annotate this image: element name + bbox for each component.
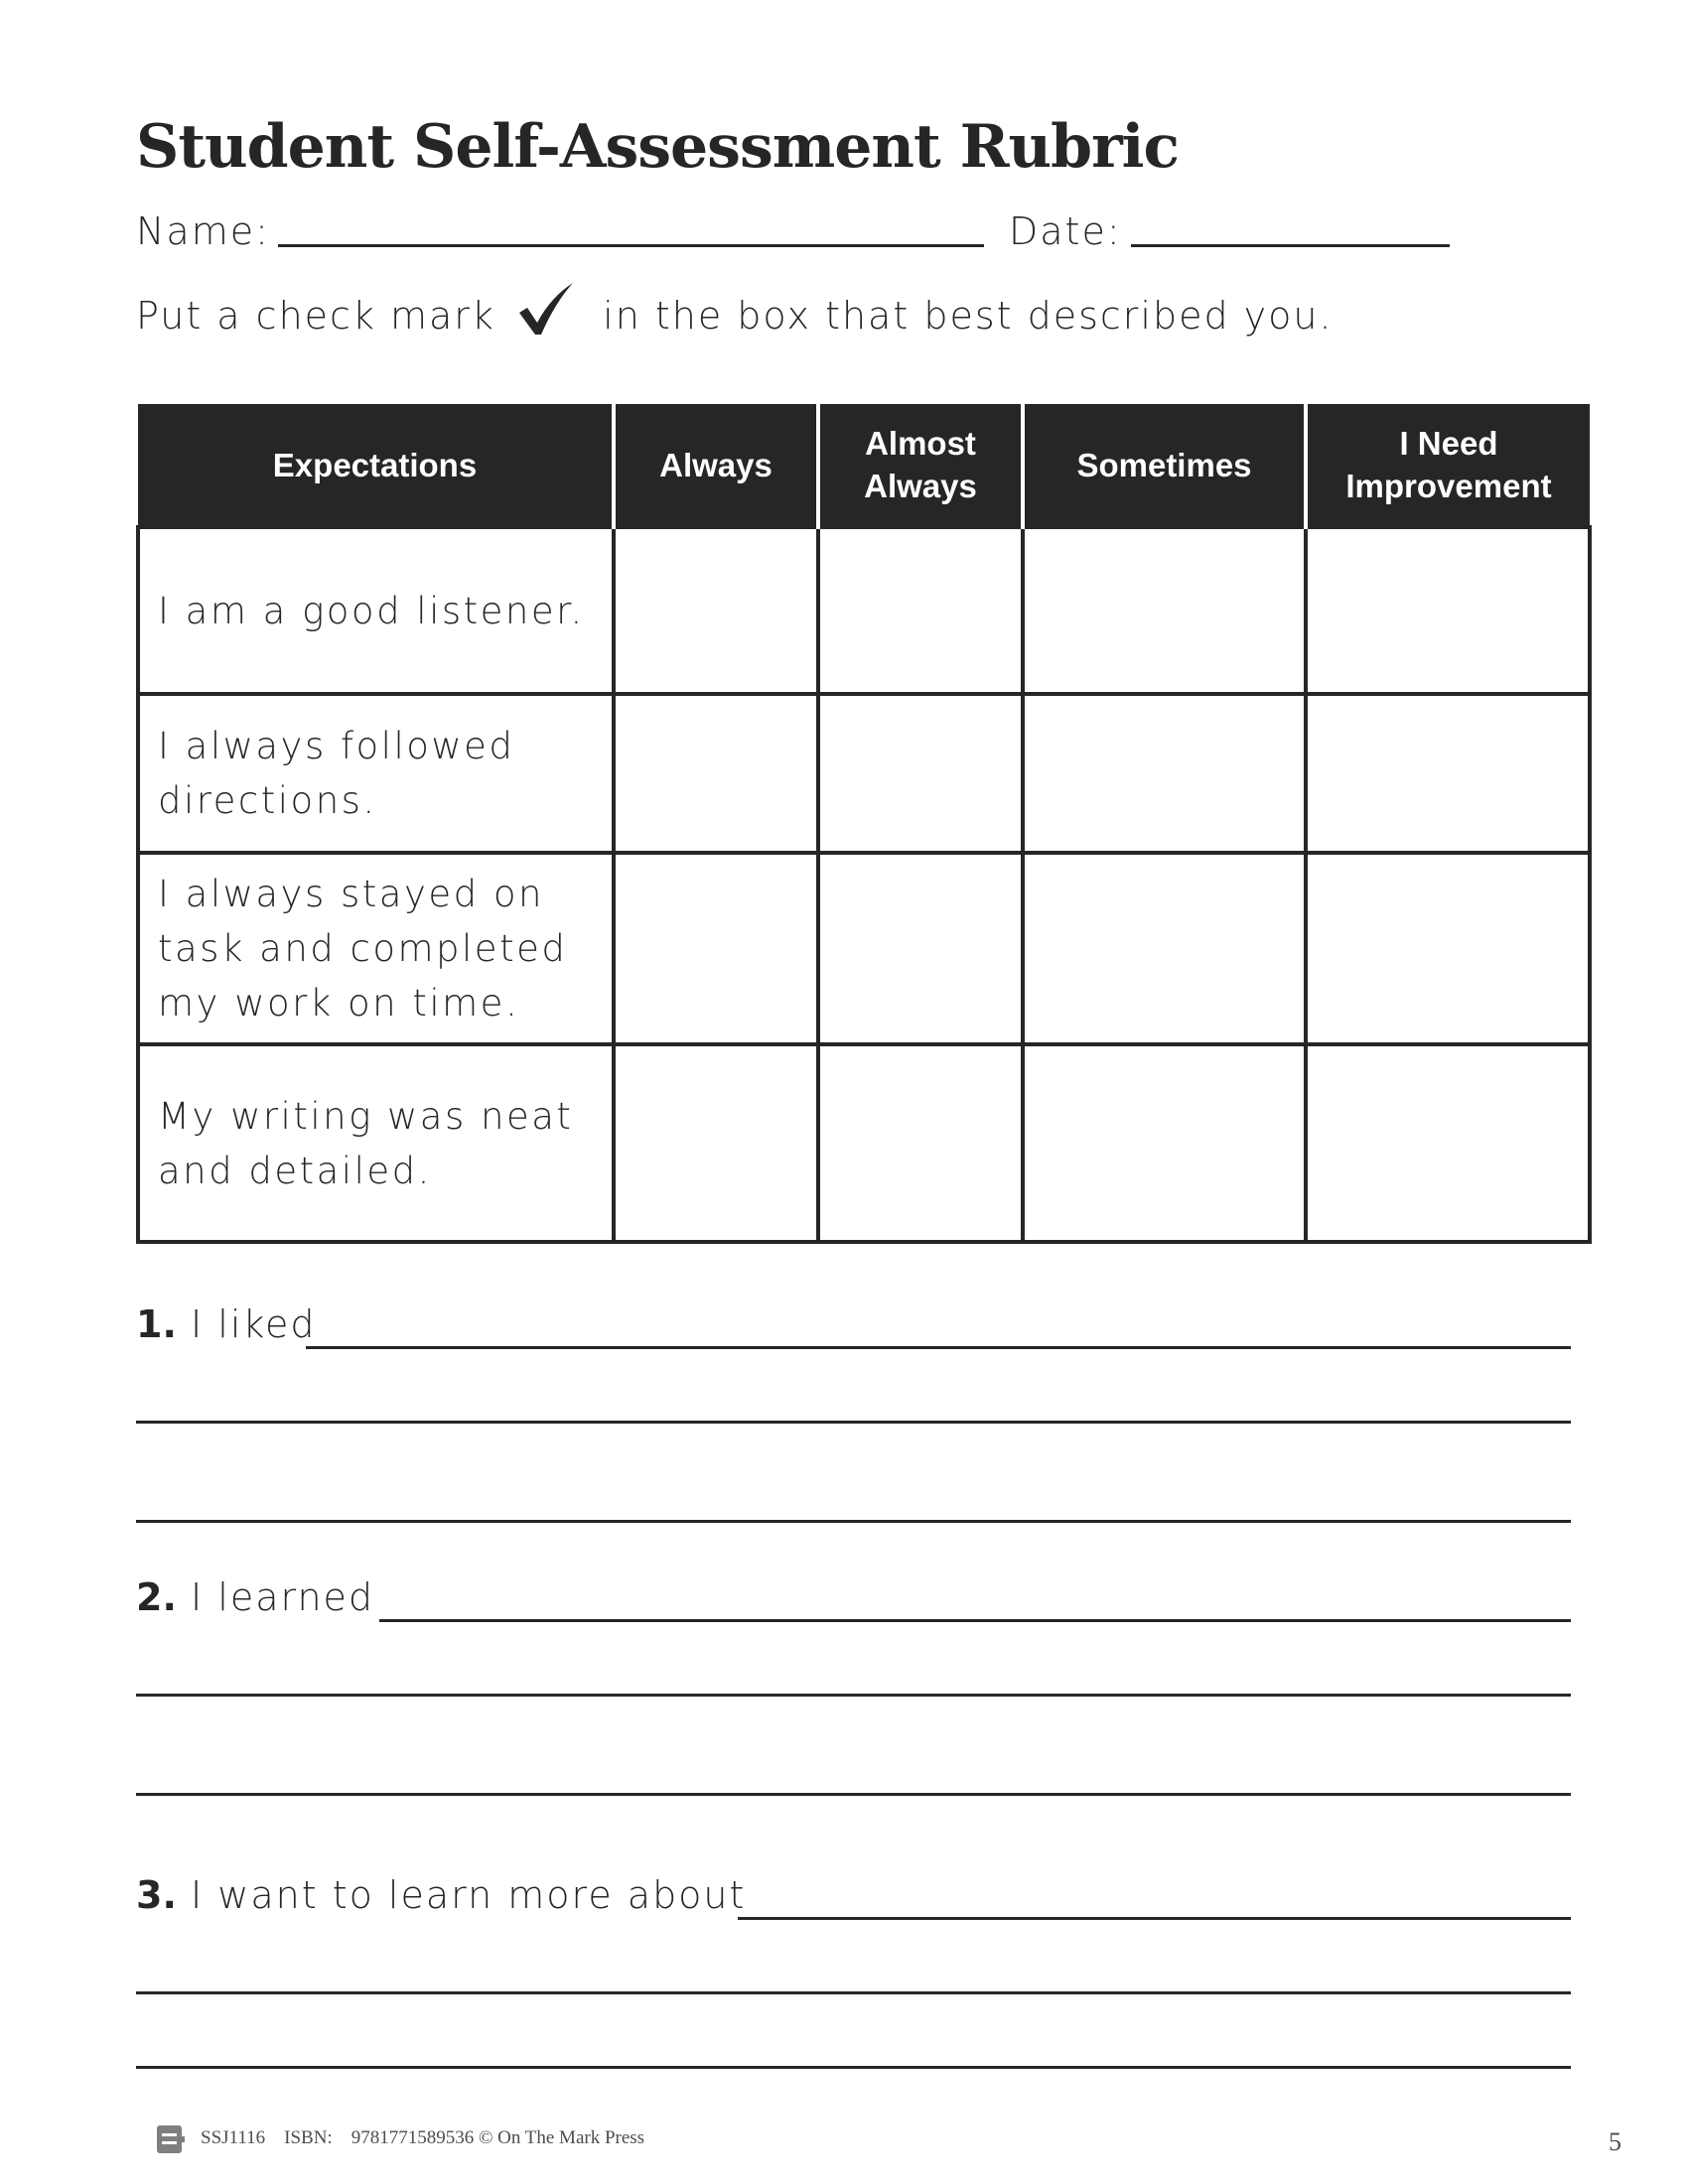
question-prompt: I liked <box>190 1302 317 1346</box>
checkbox-i-need-improvement[interactable] <box>1306 527 1590 694</box>
checkbox-always[interactable] <box>614 694 818 853</box>
rubric-table <box>136 404 1592 1244</box>
question-number: 2. <box>136 1575 177 1619</box>
footer-isbn-label: ISBN: <box>284 2127 333 2148</box>
header-row <box>138 404 1590 527</box>
question-prompt: I want to learn more about <box>190 1873 747 1917</box>
date-label: Date: <box>1009 209 1122 253</box>
question-number: 1. <box>136 1302 177 1346</box>
table-row <box>138 694 1590 853</box>
checkbox-almost-always[interactable] <box>818 1044 1023 1242</box>
checkbox-always[interactable] <box>614 853 818 1044</box>
footer-isbn: 9781771589536 <box>351 2127 475 2148</box>
question-1-answer-line-3[interactable] <box>136 1520 1571 1523</box>
name-label: Name: <box>136 209 270 253</box>
page-number: 5 <box>1609 2127 1621 2156</box>
date-field[interactable] <box>1131 244 1450 247</box>
checkbox-i-need-improvement[interactable] <box>1306 694 1590 853</box>
question-3-label <box>136 1873 746 1917</box>
table-row <box>138 527 1590 694</box>
footer-copyright: © On The Mark Press <box>478 2127 645 2148</box>
question-2-answer-line-2[interactable] <box>136 1694 1571 1697</box>
column-header-expectations: Expectations <box>138 404 614 527</box>
name-field[interactable] <box>278 244 984 247</box>
column-header-almost-always: Almost Always <box>818 404 1023 527</box>
expectation-cell: I always followed directions. <box>138 694 614 853</box>
checkbox-i-need-improvement[interactable] <box>1306 1044 1590 1242</box>
question-2-answer-line-3[interactable] <box>136 1793 1571 1796</box>
checkbox-always[interactable] <box>614 527 818 694</box>
instruction-text <box>136 283 1334 338</box>
question-3-answer-line-3[interactable] <box>136 2066 1571 2069</box>
instruction-before: Put a check mark <box>136 294 495 338</box>
expectation-cell: My writing was neat and detailed. <box>138 1044 614 1242</box>
checkbox-almost-always[interactable] <box>818 527 1023 694</box>
question-prompt: I learned <box>190 1575 375 1619</box>
checkbox-always[interactable] <box>614 1044 818 1242</box>
question-number: 3. <box>136 1873 177 1917</box>
checkbox-sometimes[interactable] <box>1023 853 1306 1044</box>
question-3-answer-line-2[interactable] <box>136 1991 1571 1994</box>
check-mark-icon <box>517 283 575 337</box>
table-row <box>138 853 1590 1044</box>
checkbox-sometimes[interactable] <box>1023 694 1306 853</box>
question-3-answer-line-1[interactable] <box>738 1917 1571 1920</box>
checkbox-sometimes[interactable] <box>1023 527 1306 694</box>
column-header-always: Always <box>614 404 818 527</box>
expectation-cell: I always stayed on task and completed my work on time. <box>138 853 614 1044</box>
book-icon <box>156 2124 186 2154</box>
checkbox-almost-always[interactable] <box>818 694 1023 853</box>
question-1-answer-line-2[interactable] <box>136 1421 1571 1424</box>
question-1-label <box>136 1302 317 1346</box>
column-header-sometimes: Sometimes <box>1023 404 1306 527</box>
question-2-label <box>136 1575 374 1619</box>
footer-code: SSJ1116 <box>201 2127 266 2148</box>
footer-text <box>201 2127 644 2149</box>
column-header-i-need-improvement: I Need Improvement <box>1306 404 1590 527</box>
checkbox-sometimes[interactable] <box>1023 1044 1306 1242</box>
checkbox-almost-always[interactable] <box>818 853 1023 1044</box>
checkbox-i-need-improvement[interactable] <box>1306 853 1590 1044</box>
page-title: Student Self-Assessment Rubric <box>136 112 1179 182</box>
question-2-answer-line-1[interactable] <box>379 1619 1571 1622</box>
question-1-answer-line-1[interactable] <box>306 1346 1571 1349</box>
instruction-after: in the box that best described you. <box>603 294 1334 338</box>
expectation-cell: I am a good listener. <box>138 527 614 694</box>
table-row <box>138 1044 1590 1242</box>
